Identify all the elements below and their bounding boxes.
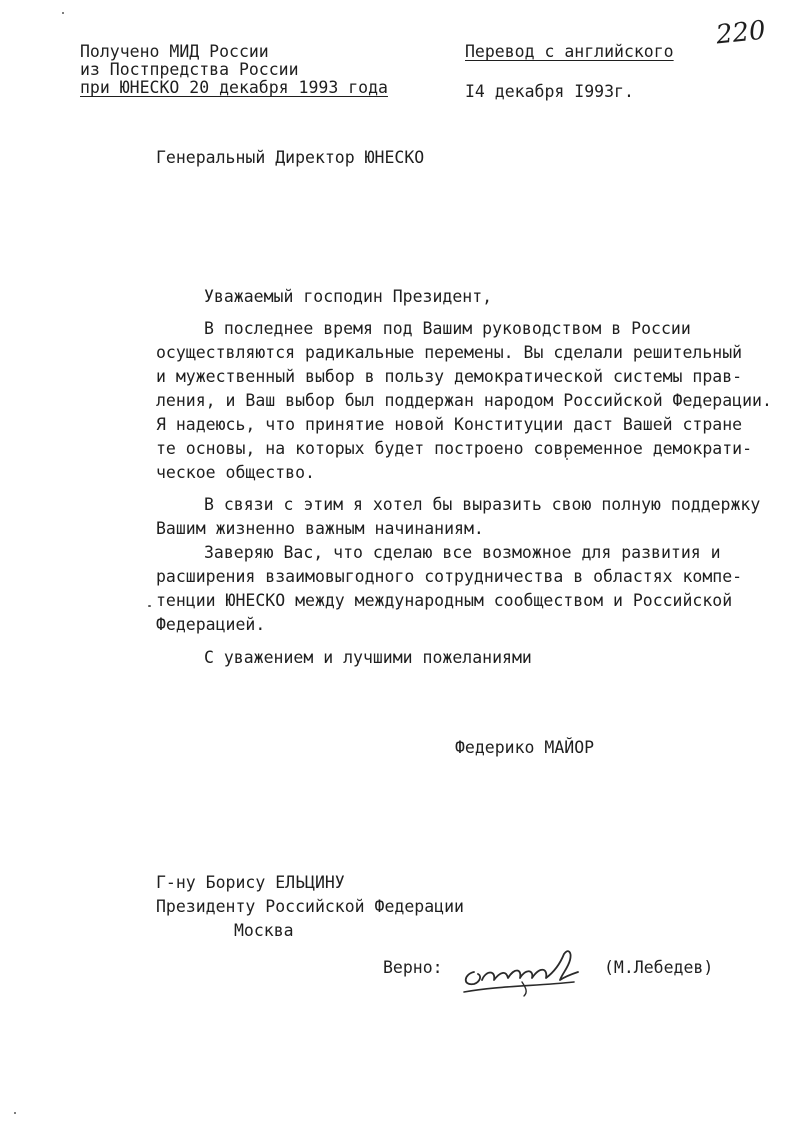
received-stamp-line-1: Получено МИД России [80, 42, 269, 61]
certification-label: Верно: [383, 958, 443, 977]
salutation: Уважаемый господин Президент, [204, 287, 493, 306]
paragraph-2-line: Вашим жизненно важным начинаниям. [156, 519, 484, 538]
paragraph-3-line: расширения взаимовыгодного сотрудничества в областях компе- [156, 567, 743, 586]
received-stamp-line-3: при ЮНЕСКО 20 декабря 1993 года [80, 78, 388, 97]
letter-date: I4 декабря I993г. [465, 82, 634, 101]
recipient-title: Президенту Российской Федерации [156, 897, 464, 916]
paragraph-1-line: Я надеюсь, что принятие новой Конституции даст Вашей стране [156, 415, 743, 434]
closing-phrase: С уважением и лучшими пожеланиями [204, 648, 532, 667]
signatory-name: Федерико МАЙОР [455, 738, 595, 757]
paragraph-2-line: В связи с этим я хотел бы выразить свою полную поддержку [204, 495, 761, 514]
received-stamp-line-2: из Постпредства России [80, 60, 299, 79]
paragraph-3-line: Заверяю Вас, что сделаю все возможное для развития и [204, 543, 721, 562]
scan-speck [14, 1112, 16, 1114]
scan-speck [566, 458, 568, 460]
paragraph-1-line: те основы, на которых будет построено современное демократи- [156, 439, 753, 458]
scan-speck [148, 605, 151, 607]
paragraph-1-line: осуществляются радикальные перемены. Вы сделали решительный [156, 343, 743, 362]
scan-speck [62, 12, 64, 14]
handwritten-page-number: 220 [714, 15, 768, 51]
paragraph-3-line: тенции ЮНЕСКО между международным сообществом и Российской [156, 591, 733, 610]
paragraph-1-line: ления, и Ваш выбор был поддержан народом Российской Федерации. [156, 391, 772, 410]
paragraph-1-line: и мужественный выбор в пользу демократической системы прав- [156, 367, 743, 386]
recipient-name: Г-ну Борису ЕЛЬЦИНУ [156, 873, 345, 892]
certifier-name: (М.Лебедев) [604, 958, 714, 977]
paragraph-1-line: В последнее время под Вашим руководством в России [204, 319, 691, 338]
paragraph-1-line: ческое общество. [156, 463, 315, 482]
translation-note: Перевод с английского [465, 42, 674, 61]
paragraph-3-line: Федерацией. [156, 615, 266, 634]
recipient-city: Москва [234, 921, 294, 940]
sender-title: Генеральный Директор ЮНЕСКО [156, 148, 425, 167]
handwritten-signature [456, 942, 592, 998]
